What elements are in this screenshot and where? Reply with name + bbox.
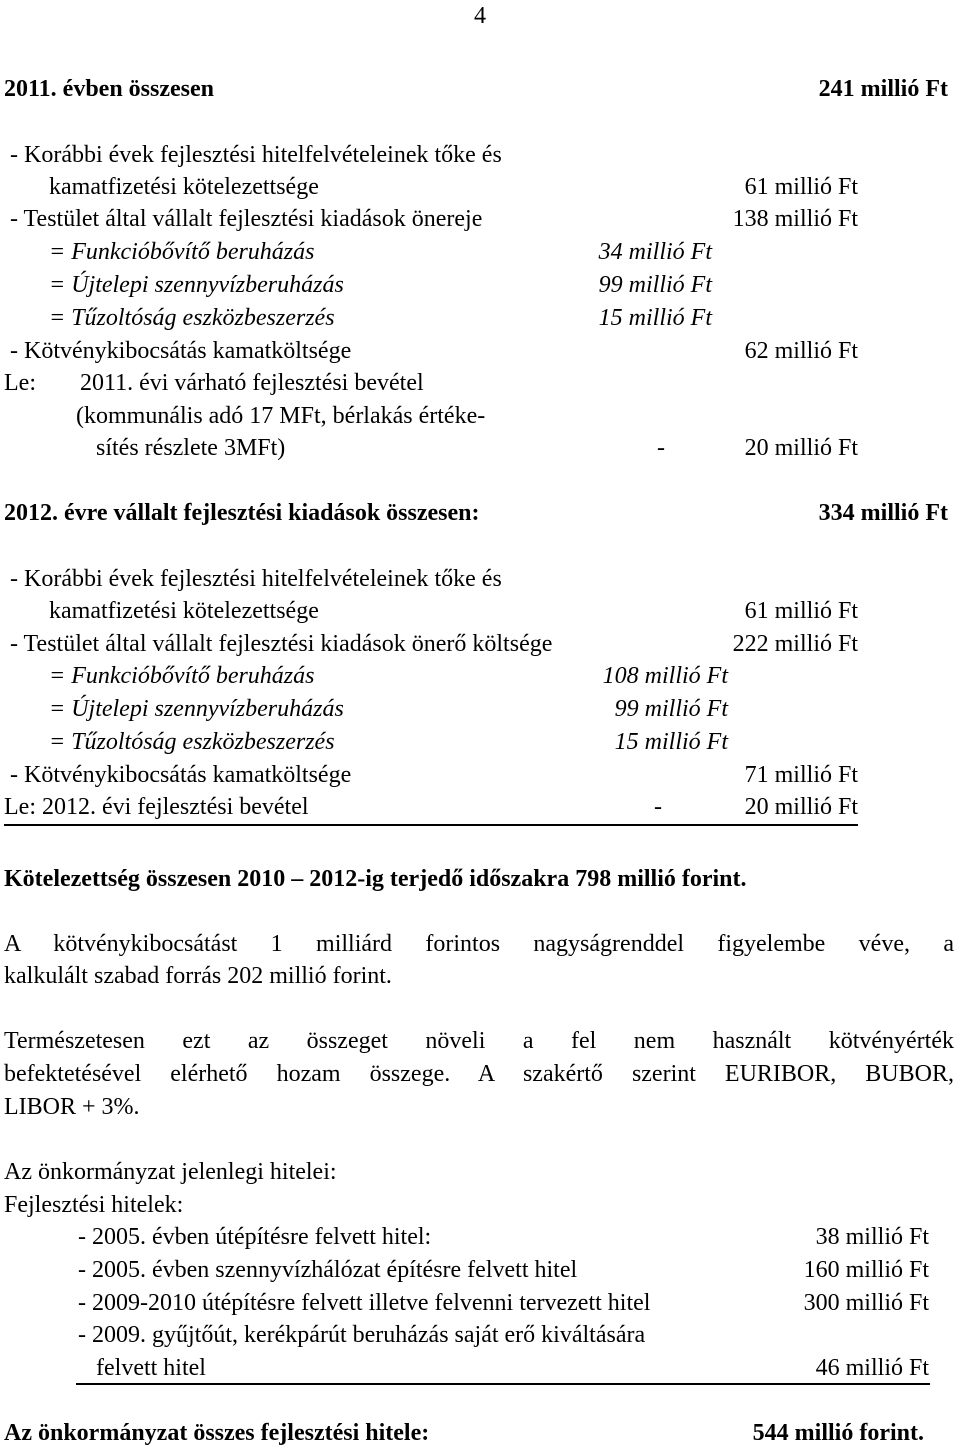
sub-2012-3-amount: 15 millió Ft (614, 729, 728, 755)
sub-2012-2-amount: 99 millió Ft (614, 696, 728, 722)
item-2011-3-amount: 62 millió Ft (744, 338, 858, 364)
le-2012-dash: - (654, 794, 662, 820)
loan-item-2-amount: 160 millió Ft (803, 1257, 929, 1283)
heading-2011-amount: 241 millió Ft (818, 76, 948, 102)
para2-line1: Természetesen ezt az összeget növeli a fel nem használt kötvényérték (4, 1028, 954, 1054)
sub-2011-1-amount: 34 millió Ft (598, 239, 712, 265)
loans-intro: Az önkormányzat jelenlegi hitelei: (4, 1159, 337, 1185)
page-number: 4 (474, 3, 486, 29)
loan-item-1: - 2005. évben útépítésre felvett hitel: (78, 1224, 432, 1250)
item-2012-2: - Testület által vállalt fejlesztési kiadások önerő költsége (10, 631, 553, 657)
item-2012-3: - Kötvénykibocsátás kamatköltsége (10, 762, 352, 788)
item-2012-2-amount: 222 millió Ft (732, 631, 858, 657)
sub-2012-2: = Újtelepi szennyvízberuházás (49, 696, 344, 722)
sub-2011-2: = Újtelepi szennyvízberuházás (49, 272, 344, 298)
loans-total-amount: 544 millió forint. (752, 1420, 924, 1446)
heading-2011: 2011. évben összesen (4, 76, 214, 102)
divider-2012 (4, 824, 858, 826)
loan-item-4-amount: 46 millió Ft (815, 1355, 929, 1381)
loan-item-3: - 2009-2010 útépítésre felvett illetve felvenni tervezett hitel (78, 1290, 651, 1316)
sub-2012-1: = Funkcióbővítő beruházás (49, 663, 315, 689)
le-2011-amount: 20 millió Ft (744, 435, 858, 461)
item-2011-2: - Testület által vállalt fejlesztési kiadások önereje (10, 206, 483, 232)
sub-2011-3-amount: 15 millió Ft (598, 305, 712, 331)
item-2011-2-amount: 138 millió Ft (732, 206, 858, 232)
le-2012: Le: 2012. évi fejlesztési bevétel (4, 794, 309, 820)
sub-2011-3: = Tűzoltóság eszközbeszerzés (49, 305, 335, 331)
loan-item-1-amount: 38 millió Ft (815, 1224, 929, 1250)
item-2011-1-line2: kamatfizetési kötelezettsége (49, 174, 319, 200)
item-2012-1-line1: - Korábbi évek fejlesztési hitelfelvételeinek tőke és (10, 566, 502, 592)
loans-divider (76, 1383, 930, 1385)
le-2011-dash: - (657, 435, 665, 461)
heading-2012: 2012. évre vállalt fejlesztési kiadások összesen: (4, 500, 480, 526)
le-2011-line2: (kommunális adó 17 MFt, bérlakás értéke- (76, 403, 486, 429)
item-2012-1-line2: kamatfizetési kötelezettsége (49, 598, 319, 624)
loan-item-2: - 2005. évben szennyvízhálózat építésre felvett hitel (78, 1257, 578, 1283)
loan-item-4: - 2009. gyűjtőút, kerékpárút beruházás saját erő kiváltására (78, 1322, 646, 1348)
loan-item-4-line2: felvett hitel (96, 1355, 206, 1381)
item-2011-1-amount: 61 millió Ft (744, 174, 858, 200)
item-2012-1-amount: 61 millió Ft (744, 598, 858, 624)
le-2011-label: Le: (4, 370, 36, 396)
para1-line1: A kötvénykibocsátást 1 milliárd forintos nagyságrenddel figyelembe véve, a (4, 931, 954, 957)
sub-2012-1-amount: 108 millió Ft (602, 663, 728, 689)
loan-item-3-amount: 300 millió Ft (803, 1290, 929, 1316)
loans-subheading: Fejlesztési hitelek: (4, 1192, 184, 1218)
item-2011-1-line1: - Korábbi évek fejlesztési hitelfelvételeinek tőke és (10, 142, 502, 168)
le-2011-line1: 2011. évi várható fejlesztési bevétel (80, 370, 424, 396)
heading-2012-amount: 334 millió Ft (818, 500, 948, 526)
loans-total-label: Az önkormányzat összes fejlesztési hitele: (4, 1420, 430, 1446)
sub-2011-2-amount: 99 millió Ft (598, 272, 712, 298)
para1-line2: kalkulált szabad forrás 202 millió forint. (4, 963, 392, 989)
item-2011-3: - Kötvénykibocsátás kamatköltsége (10, 338, 352, 364)
sub-2011-1: = Funkcióbővítő beruházás (49, 239, 315, 265)
item-2012-3-amount: 71 millió Ft (744, 762, 858, 788)
sub-2012-3: = Tűzoltóság eszközbeszerzés (49, 729, 335, 755)
para2-line3: LIBOR + 3%. (4, 1094, 140, 1120)
le-2011-line3: sítés részlete 3MFt) (96, 435, 286, 461)
total-obligation: Kötelezettség összesen 2010 – 2012-ig terjedő időszakra 798 millió forint. (4, 866, 747, 892)
para2-line2: befektetésével elérhető hozam összege. A szakértő szerint EURIBOR, BUBOR, (4, 1061, 954, 1087)
le-2012-amount: 20 millió Ft (744, 794, 858, 820)
